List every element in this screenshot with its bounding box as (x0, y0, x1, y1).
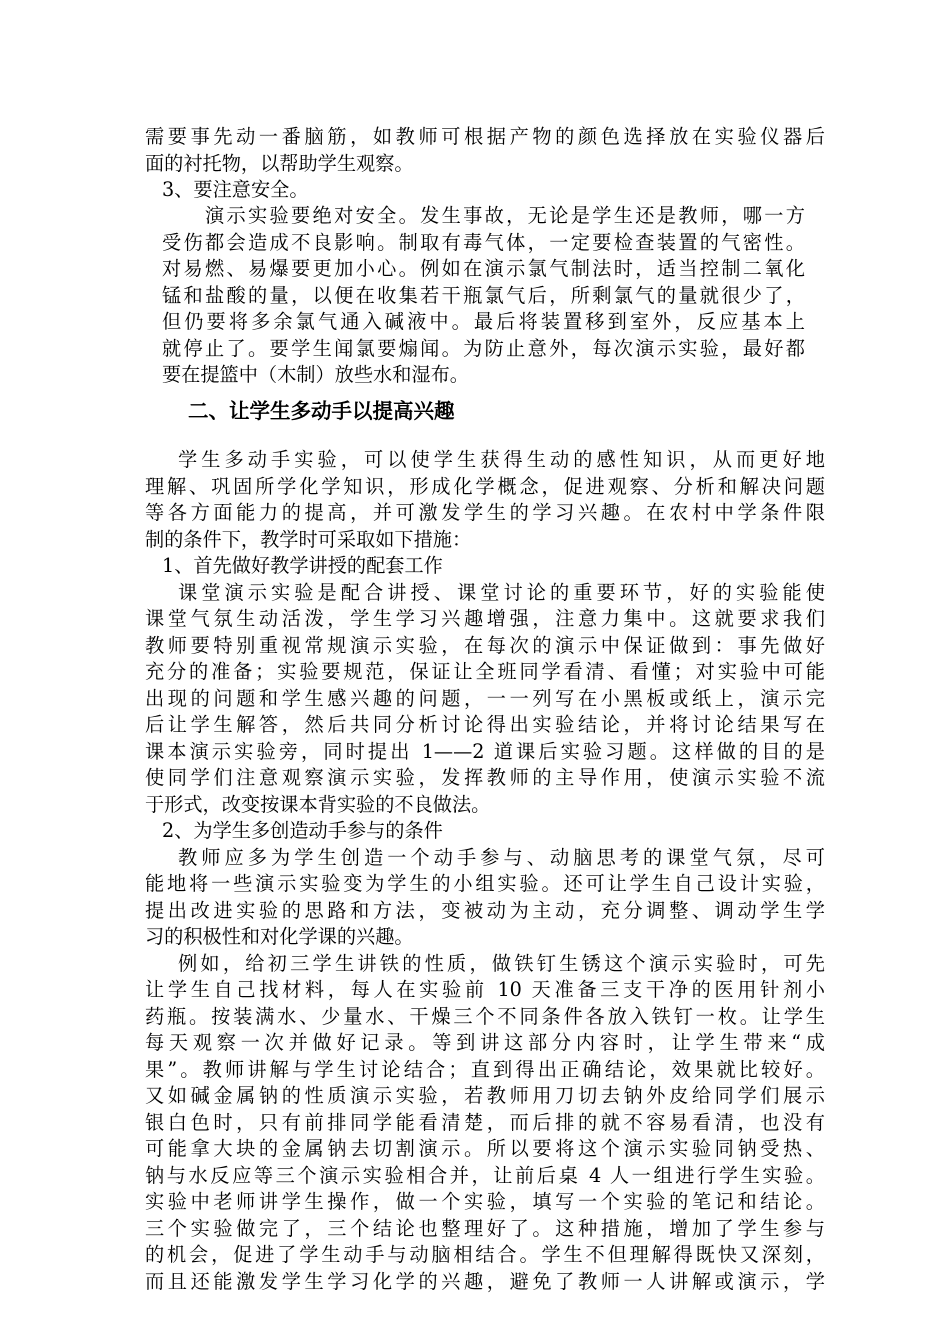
paragraph-line: 制的条件下，教学时可采取如下措施： (145, 528, 472, 551)
paragraph-line: 受伤都会造成不良影响。制取有毒气体，一定要检查装置的气密性。 (162, 231, 805, 254)
paragraph-line: 就停止了。要学生闻氯要煽闻。为防止意外，每次演示实验，最好都 (162, 337, 805, 360)
paragraph-line: 银白色时，只有前排同学能看清楚，而后排的就不容易看清，也没有 (145, 1111, 825, 1134)
item-1-title: 1、首先做好教学讲授的配套工作 (162, 554, 443, 577)
paragraph-line: 出现的问题和学生感兴趣的问题，一一列写在小黑板或纸上，演示完 (145, 687, 825, 710)
paragraph-line: 使同学们注意观察演示实验，发挥教师的主导作用，使演示实验不流 (145, 766, 825, 789)
paragraph-line: 课堂演示实验是配合讲授、课堂讨论的重要环节，好的实验能使 (178, 581, 825, 604)
paragraph-line: 提出改进实验的思路和方法，变被动为主动，充分调整、调动学生学 (145, 899, 825, 922)
paragraph-line: 面的衬托物，以帮助学生观察。 (145, 152, 414, 175)
paragraph-line: 钠与水反应等三个演示实验相合并，让前后桌 4 人一组进行学生实验。 (145, 1164, 825, 1187)
paragraph-line: 于形式，改变按课本背实验的不良做法。 (145, 793, 491, 816)
paragraph-line: 理解、巩固所学化学知识，形成化学概念，促进观察、分析和解决问题 (145, 475, 825, 498)
paragraph-line: 每天观察一次并做好记录。等到讲这部分内容时，让学生带来“成 (145, 1031, 825, 1054)
paragraph-line: 教师应多为学生创造一个动手参与、动脑思考的课堂气氛，尽可 (178, 846, 825, 869)
paragraph-line: 例如，给初三学生讲铁的性质，做铁钉生锈这个演示实验时，可先 (178, 952, 825, 975)
paragraph-line: 能地将一些演示实验变为学生的小组实验。还可让学生自己设计实验， (145, 872, 825, 895)
section-heading: 二、让学生多动手以提高兴趣 (188, 399, 455, 423)
paragraph-line: 要在提篮中（木制）放些水和湿布。 (162, 363, 469, 386)
paragraph-line: 三个实验做完了，三个结论也整理好了。这种措施，增加了学生参与 (145, 1217, 825, 1240)
paragraph-line: 但仍要将多余氯气通入碱液中。最后将装置移到室外，反应基本上 (162, 310, 805, 333)
paragraph-line: 教师要特别重视常规演示实验，在每次的演示中保证做到：事先做好 (145, 634, 825, 657)
paragraph-line: 课本演示实验旁，同时提出 1——2 道课后实验习题。这样做的目的是 (145, 740, 825, 763)
paragraph-line: 药瓶。按装满水、少量水、干燥三个不同条件各放入铁钉一枚。让学生 (145, 1005, 825, 1028)
paragraph-line: 实验中老师讲学生操作，做一个实验，填写一个实验的笔记和结论。 (145, 1190, 825, 1213)
paragraph-line: 对易燃、易爆要更加小心。例如在演示氯气制法时，适当控制二氧化 (162, 257, 805, 280)
paragraph-line: 演示实验要绝对安全。发生事故，无论是学生还是教师，哪一方 (205, 204, 805, 227)
paragraph-line: 习的积极性和对化学课的兴趣。 (145, 925, 414, 948)
paragraph-line: 学生多动手实验，可以使学生获得生动的感性知识，从而更好地 (178, 448, 825, 471)
paragraph-line: 锰和盐酸的量，以便在收集若干瓶氯气后，所剩氯气的量就很少了， (162, 284, 805, 307)
paragraph-line: 让学生自己找材料，每人在实验前 10 天准备三支干净的医用针剂小 (145, 978, 825, 1001)
paragraph-line: 果”。教师讲解与学生讨论结合；直到得出正确结论，效果就比较好。 (145, 1058, 825, 1081)
paragraph-line: 而且还能激发学生学习化学的兴趣，避免了教师一人讲解或演示，学 (145, 1270, 825, 1293)
item-3-title: 3、要注意安全。 (162, 178, 309, 201)
paragraph-line: 课堂气氛生动活泼，学生学习兴趣增强，注意力集中。这就要求我们 (145, 607, 825, 630)
paragraph-line: 需要事先动一番脑筋，如教师可根据产物的颜色选择放在实验仪器后 (145, 125, 825, 148)
paragraph-line: 等各方面能力的提高，并可激发学生的学习兴趣。在农村中学条件限 (145, 501, 825, 524)
paragraph-line: 后让学生解答，然后共同分析讨论得出实验结论，并将讨论结果写在 (145, 713, 825, 736)
paragraph-line: 可能拿大块的金属钠去切割演示。所以要将这个演示实验同钠受热、 (145, 1137, 825, 1160)
paragraph-line: 充分的准备；实验要规范，保证让全班同学看清、看懂；对实验中可能 (145, 660, 825, 683)
item-2-title: 2、为学生多创造动手参与的条件 (162, 819, 443, 842)
paragraph-line: 又如碱金属钠的性质演示实验，若教师用刀切去钠外皮给同学们展示 (145, 1084, 825, 1107)
paragraph-line: 的机会，促进了学生动手与动脑相结合。学生不但理解得既快又深刻， (145, 1243, 825, 1266)
